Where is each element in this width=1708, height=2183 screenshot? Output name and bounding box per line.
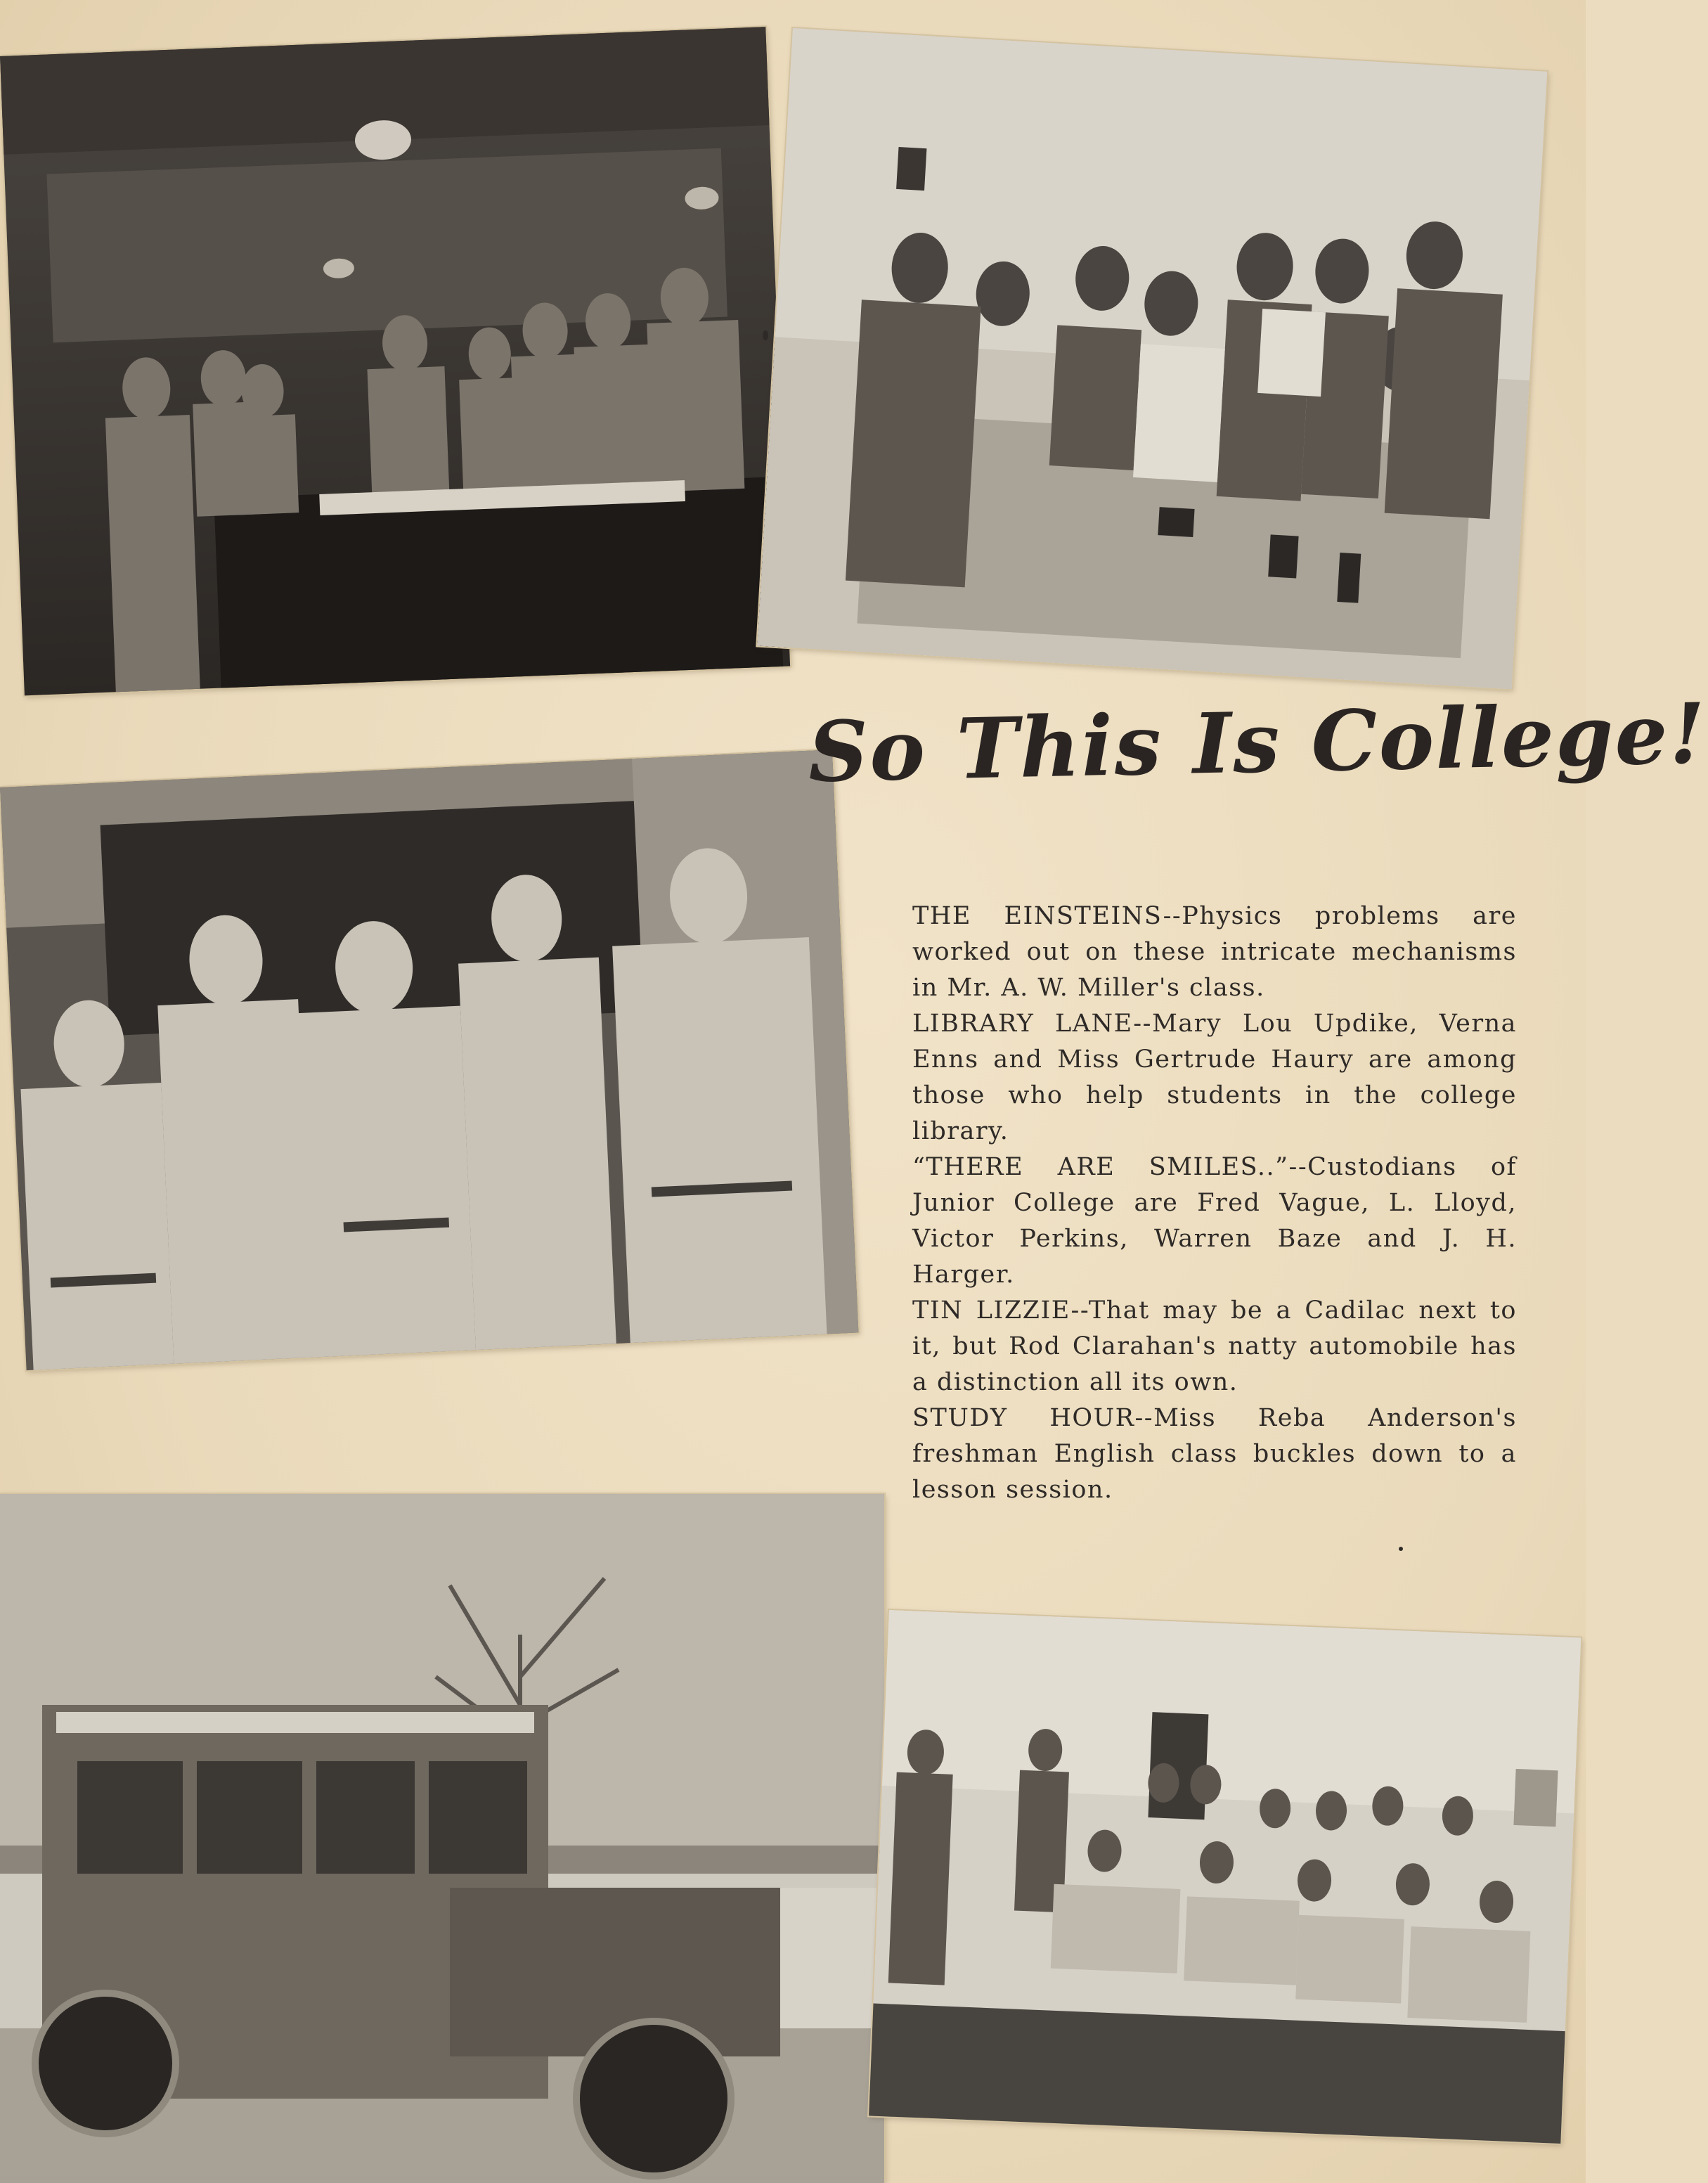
- physics-lab-photo: [757, 28, 1547, 689]
- caption-text: Physics problems are worked out on these intricate mechanisms in Mr. A. W. Miller's class.: [912, 902, 1517, 1002]
- caption-text: Custodians of Junior College are Fred Vague, L. Lloyd, Victor Perkins, Warren Baze and J. H. Harger.: [912, 1153, 1517, 1289]
- page-title: So This Is College!: [807, 684, 1708, 801]
- caption-study-hour: [912, 1400, 1517, 1508]
- caption-text: Miss Reba Anderson's freshman English class buckles down to a lesson session.: [912, 1404, 1517, 1504]
- study-hour-classroom-photo: [869, 1610, 1581, 2144]
- caption-title: “THERE ARE SMILES..”--: [912, 1153, 1308, 1181]
- paper-speck: [1399, 1547, 1403, 1551]
- caption-text: Mary Lou Updike, Verna Enns and Miss Gertrude Haury are among those who help students in the college library.: [912, 1010, 1517, 1145]
- caption-title: TIN LIZZIE--: [912, 1296, 1089, 1325]
- library-photo: [0, 27, 790, 695]
- model-t-car-photo: [0, 1494, 884, 2183]
- caption-title: STUDY HOUR--: [912, 1404, 1154, 1432]
- caption-tin-lizzie: [912, 1293, 1517, 1400]
- caption-text: That may be a Cadilac next to it, but Rod Clarahan's natty automobile has a distinction all its own.: [912, 1296, 1517, 1396]
- paper-speck: [763, 330, 768, 340]
- photo-captions: [912, 899, 1517, 1508]
- caption-title: LIBRARY LANE--: [912, 1010, 1152, 1038]
- caption-title: THE EINSTEINS--: [912, 902, 1182, 930]
- caption-there-are-smiles: [912, 1150, 1517, 1293]
- custodians-photo: [0, 749, 858, 1370]
- caption-einsteins: [912, 899, 1517, 1006]
- caption-library-lane: [912, 1006, 1517, 1150]
